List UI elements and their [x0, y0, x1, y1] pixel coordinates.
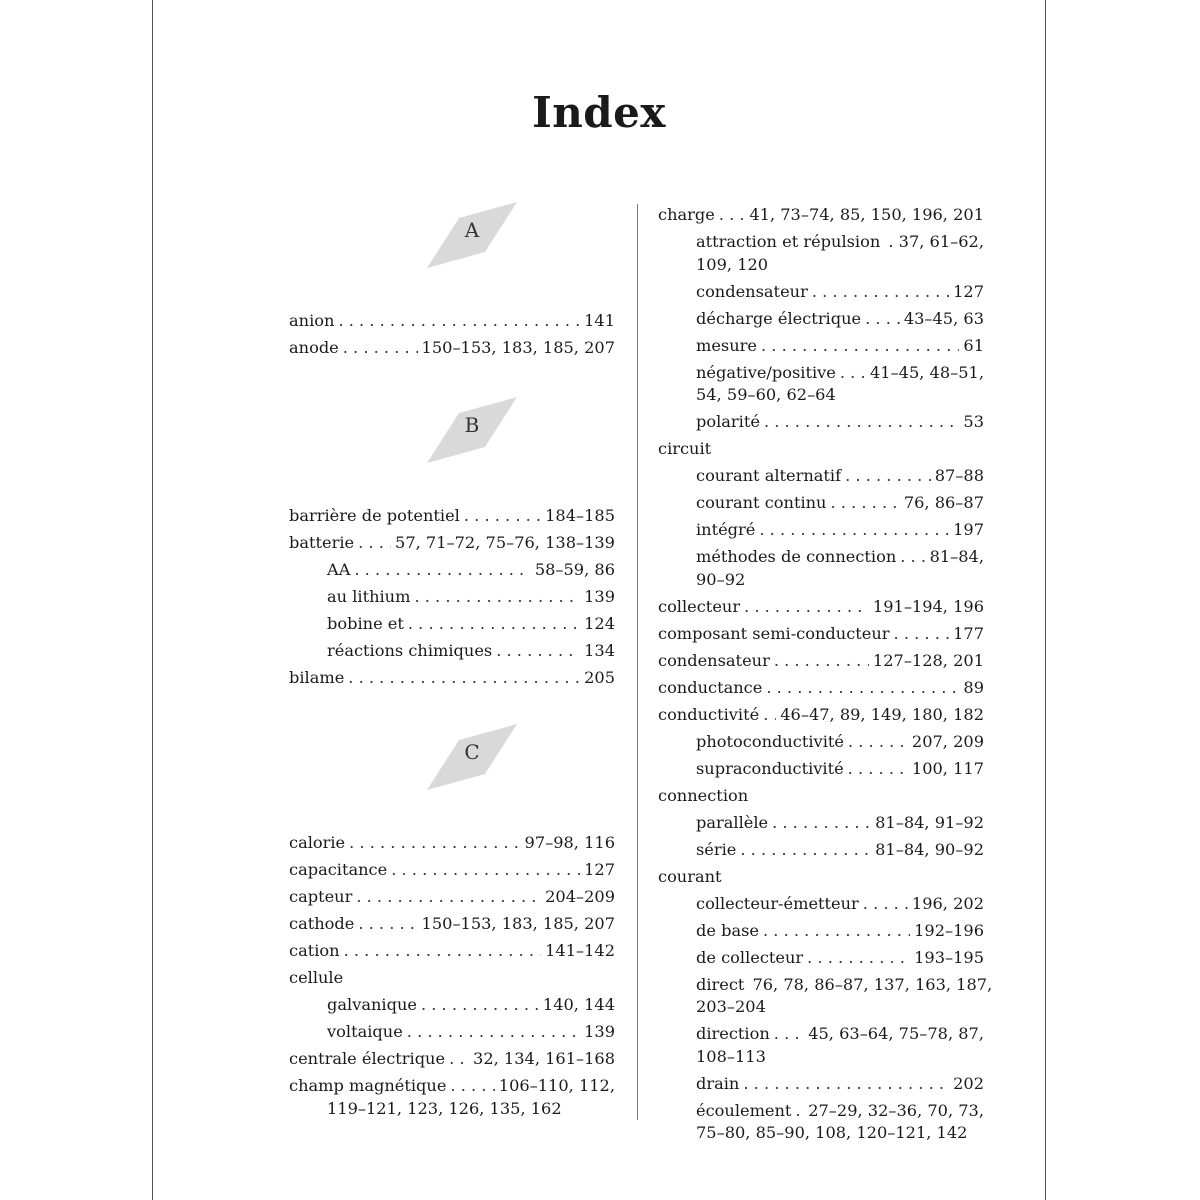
index-pages: 45, 63–64, 75–78, 87,	[808, 1024, 984, 1043]
index-term: condensateur	[658, 650, 770, 670]
list-item	[658, 204, 984, 227]
index-term: anode	[289, 338, 339, 357]
index-term: centrale électrique	[289, 1049, 446, 1068]
index-pages: 134	[584, 641, 615, 660]
index-pages: 202	[953, 1073, 984, 1093]
index-pages: 197	[953, 520, 984, 539]
index-pages-continued: 203–204	[696, 997, 766, 1016]
index-pages: 81–84,	[929, 547, 984, 566]
index-term: condensateur	[696, 281, 808, 301]
list-item	[289, 640, 615, 663]
list-item	[658, 231, 984, 276]
index-term: champ magnétique	[289, 1076, 447, 1095]
index-term: mesure	[696, 335, 757, 355]
index-pages: 58–59, 86	[534, 560, 615, 579]
index-term: circuit	[658, 439, 712, 458]
index-pages: 150–153, 183, 185, 207	[421, 338, 615, 357]
index-term: supraconductivité	[696, 758, 844, 778]
index-term: connection	[658, 785, 749, 805]
section-b-entries	[289, 505, 615, 694]
index-pages: 139	[584, 1022, 615, 1041]
list-item	[658, 1100, 984, 1145]
list-item	[289, 613, 615, 636]
index-pages: 177	[953, 623, 984, 643]
index-term: collecteur	[658, 596, 741, 616]
index-pages-continued: 109, 120	[696, 254, 769, 274]
list-item	[658, 1023, 984, 1068]
section-a-entries	[289, 310, 615, 364]
index-pages: 43–45, 63	[903, 308, 984, 328]
list-item	[658, 308, 984, 331]
index-pages: 192–196	[914, 920, 984, 940]
index-term: négative/positive	[696, 362, 836, 382]
index-pages: 193–195	[914, 947, 984, 967]
index-term: composant semi-conducteur	[658, 623, 890, 643]
index-pages: 76, 78, 86–87, 137, 163, 187,	[752, 974, 993, 994]
section-letter: A	[464, 218, 480, 242]
index-term: cellule	[289, 968, 344, 987]
index-pages-continued: 119–121, 123, 126, 135, 162	[327, 1098, 562, 1118]
index-pages-continued: 90–92	[696, 569, 746, 589]
index-term: conductivité	[658, 704, 760, 724]
page-title: Index	[532, 88, 666, 137]
index-pages-continued: 108–113	[696, 1046, 766, 1066]
index-term: direction	[696, 1024, 770, 1043]
index-pages: 46–47, 89, 149, 180, 182	[780, 704, 984, 724]
section-c-entries	[289, 832, 615, 1125]
index-pages: 127	[584, 860, 615, 879]
index-term: drain	[696, 1073, 740, 1093]
index-pages: . 37, 61–62,	[888, 232, 984, 251]
list-item	[658, 812, 984, 835]
index-pages: 127–128, 201	[872, 650, 984, 670]
index-term: voltaique	[327, 1022, 403, 1041]
index-pages: 76, 86–87	[903, 493, 984, 512]
index-term: barrière de potentiel	[289, 506, 460, 525]
list-item	[289, 1075, 615, 1120]
list-item	[658, 335, 984, 358]
list-item	[658, 758, 984, 781]
list-item	[289, 310, 615, 333]
section-letter: B	[464, 413, 480, 437]
list-item	[289, 967, 615, 990]
list-item	[658, 546, 984, 591]
list-item	[658, 839, 984, 862]
index-pages-continued: 54, 59–60, 62–64	[696, 385, 836, 404]
list-item	[658, 465, 984, 488]
index-pages: 57, 71–72, 75–76, 138–139	[395, 533, 615, 552]
index-term: courant continu	[696, 493, 827, 512]
list-item	[658, 704, 984, 727]
index-pages-continued: 75–80, 85–90, 108, 120–121, 142	[696, 1123, 968, 1142]
index-term: AA	[327, 560, 351, 579]
index-pages: 81–84, 91–92	[875, 812, 984, 832]
list-item	[289, 1048, 615, 1071]
index-term: courant alternatif	[696, 466, 842, 485]
list-item	[658, 947, 984, 970]
index-term: collecteur-émetteur	[696, 893, 859, 913]
index-pages: 41–45, 48–51,	[869, 362, 984, 382]
list-item	[658, 438, 984, 461]
list-item	[289, 532, 615, 555]
list-item	[289, 832, 615, 855]
index-pages: 87–88	[934, 466, 984, 485]
list-item	[658, 362, 984, 407]
index-pages: 207, 209	[911, 731, 984, 751]
list-item	[658, 519, 984, 542]
index-pages: 32, 134, 161–168	[473, 1049, 615, 1068]
index-term: batterie	[289, 533, 355, 552]
list-item	[658, 893, 984, 916]
index-term: courant	[658, 866, 722, 886]
index-pages: 127	[953, 281, 984, 301]
list-item	[289, 1021, 615, 1044]
list-item	[658, 623, 984, 646]
index-pages: 140, 144	[542, 995, 615, 1014]
index-term: écoulement	[696, 1100, 792, 1120]
list-item	[658, 596, 984, 619]
list-item	[289, 994, 615, 1017]
section-letter-a	[427, 202, 517, 268]
column-divider	[637, 204, 638, 1120]
index-pages: 205	[584, 668, 615, 687]
index-term: charge	[658, 205, 715, 224]
left-column	[289, 0, 615, 1200]
index-term: attraction et répulsion	[696, 232, 881, 251]
list-item	[658, 650, 984, 673]
index-term: bilame	[289, 668, 345, 687]
index-term: calorie	[289, 833, 346, 852]
index-term: au lithium	[327, 587, 411, 606]
list-item	[289, 940, 615, 963]
index-term: de base	[696, 920, 759, 940]
index-term: conductance	[658, 677, 763, 697]
index-term: cation	[289, 941, 340, 960]
index-term: de collecteur	[696, 947, 804, 967]
index-pages: 53	[963, 412, 984, 431]
index-term: galvanique	[327, 995, 417, 1014]
index-pages: 139	[584, 587, 615, 606]
list-item	[289, 505, 615, 528]
right-column	[658, 0, 993, 1200]
index-pages: 204–209	[545, 887, 615, 906]
index-term: capteur	[289, 887, 353, 906]
list-item	[289, 559, 615, 582]
index-term: polarité	[696, 412, 760, 431]
index-pages: 89	[963, 677, 984, 697]
list-item	[658, 492, 984, 515]
index-term: direct	[696, 974, 745, 994]
index-term: réactions chimiques	[327, 641, 493, 660]
index-term: méthodes de connection	[696, 547, 897, 566]
index-term: décharge électrique	[696, 308, 862, 328]
list-item	[658, 974, 993, 1019]
index-term: photoconductivité	[696, 731, 844, 751]
index-pages: 100, 117	[911, 758, 984, 778]
index-term: intégré	[696, 520, 756, 539]
section-letter-b	[427, 397, 517, 463]
section-c-continued-entries	[658, 204, 993, 1149]
section-letter-c	[427, 724, 517, 790]
list-item	[289, 886, 615, 909]
index-pages: 41, 73–74, 85, 150, 196, 201	[749, 205, 984, 224]
index-term: capacitance	[289, 860, 388, 879]
list-item	[658, 1073, 984, 1096]
index-term: parallèle	[696, 812, 769, 832]
list-item	[658, 731, 984, 754]
list-item	[289, 337, 615, 360]
list-item	[658, 411, 984, 434]
index-pages: 191–194, 196	[872, 596, 984, 616]
index-pages: 196, 202	[911, 893, 984, 913]
index-page	[152, 0, 1046, 1200]
index-pages: 81–84, 90–92	[875, 839, 984, 859]
index-pages: 184–185	[545, 506, 615, 525]
list-item	[289, 913, 615, 936]
index-term: série	[696, 839, 737, 859]
list-item	[658, 785, 984, 808]
index-term: cathode	[289, 914, 355, 933]
index-pages: 97–98, 116	[524, 833, 615, 852]
list-item	[658, 677, 984, 700]
section-letter: C	[464, 740, 480, 764]
index-pages: 141–142	[545, 941, 615, 960]
list-item	[289, 667, 615, 690]
index-pages: 27–29, 32–36, 70, 73,	[808, 1100, 984, 1120]
index-pages: 61	[963, 335, 984, 355]
list-item	[289, 586, 615, 609]
list-item	[658, 866, 984, 889]
index-pages: 124	[584, 614, 615, 633]
list-item	[289, 859, 615, 882]
index-pages: 141	[584, 311, 615, 330]
index-pages: 106–110, 112,	[498, 1076, 615, 1095]
list-item	[658, 281, 984, 304]
index-pages: 150–153, 183, 185, 207	[421, 914, 615, 933]
list-item	[658, 920, 984, 943]
index-term: bobine et	[327, 614, 404, 633]
index-term: anion	[289, 311, 335, 330]
